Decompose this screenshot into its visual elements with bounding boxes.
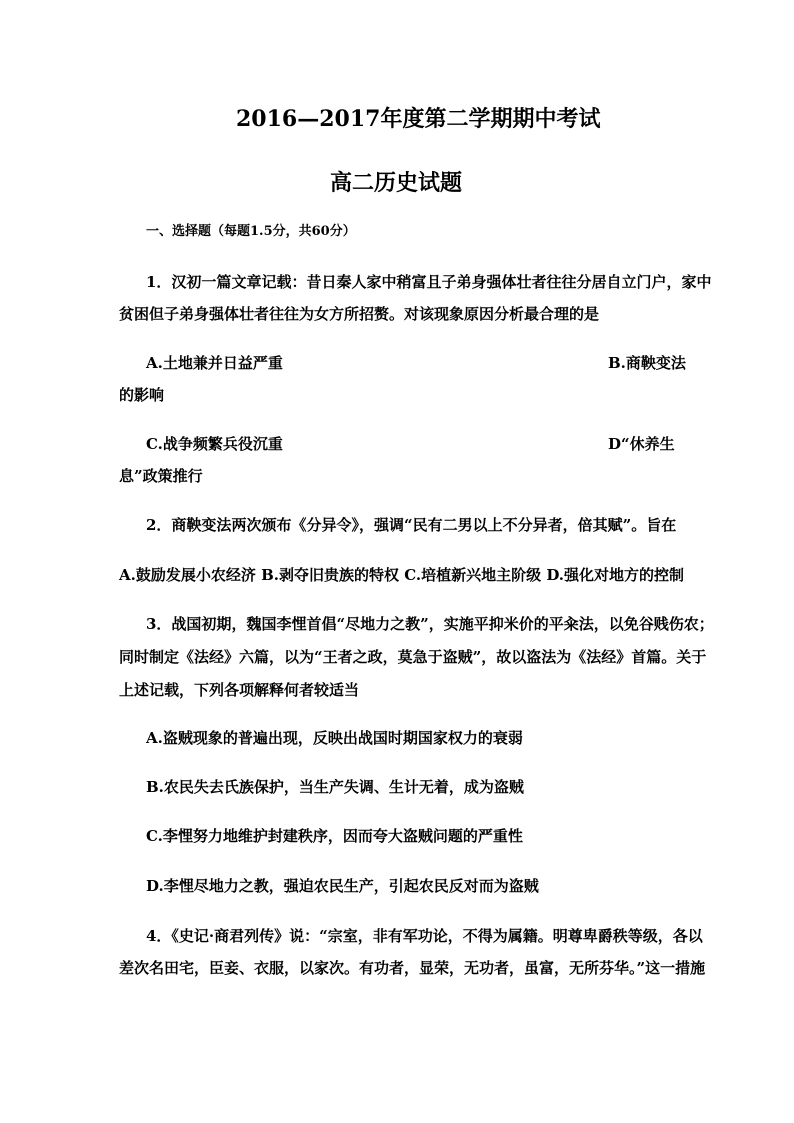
question-1-line-2: 贫困但子弟身强体壮者往往为女方所招赘。对该现象原因分析最合理的是 bbox=[119, 305, 600, 323]
question-2-options: A.鼓励发展小农经济 B.剥夺旧贵族的特权 C.培植新兴地主阶级 D.强化对地方的控制 bbox=[119, 566, 685, 584]
question-3-option-a: A.盗贼现象的普遍出现，反映出战国时期国家权力的衰弱 bbox=[146, 729, 523, 747]
question-3-option-d: D.李悝尽地力之教，强迫农民生产，引起农民反对而为盗贼 bbox=[146, 877, 539, 895]
question-1-option-d-wrap: 息”政策推行 bbox=[119, 467, 203, 485]
question-4-line-1: 4．《史记·商君列传》说：“宗室，非有军功论，不得为属籍。明尊卑爵秩等级，各以 bbox=[146, 927, 703, 945]
question-1-option-a: A.土地兼并日益严重 bbox=[146, 354, 283, 372]
question-1-line-1: 1．汉初一篇文章记载：昔日秦人家中稍富且子弟身强体壮者往往分居自立门户，家中 bbox=[146, 273, 712, 291]
question-1-option-d: D“休养生 bbox=[608, 435, 675, 453]
question-2-line-1: 2．商鞅变法两次颁布《分异令》，强调“民有二男以上不分异者，倍其赋”。旨在 bbox=[146, 516, 677, 534]
exam-title: 2016—2017年度第二学期期中考试 bbox=[236, 106, 601, 132]
question-1-option-c: C.战争频繁兵役沉重 bbox=[146, 435, 283, 453]
question-1-option-b: B.商鞅变法 bbox=[608, 354, 686, 372]
question-3-line-1: 3．战国初期，魏国李悝首倡“尽地力之教”，实施平抑米价的平籴法，以免谷贱伤农； bbox=[146, 615, 714, 633]
question-3-line-2: 同时制定《法经》六篇，以为“王者之政，莫急于盗贼”，故以盗法为《法经》首篇。关于 bbox=[119, 648, 707, 666]
section-heading: 一、选择题（每题1.5分，共60分） bbox=[146, 224, 356, 239]
question-1-option-b-wrap: 的影响 bbox=[119, 386, 165, 404]
question-4-line-2: 差次名田宅，臣妾、衣服，以家次。有功者，显荣，无功者，虽富，无所芬华。”这一措施 bbox=[119, 959, 706, 977]
exam-subtitle: 高二历史试题 bbox=[330, 170, 463, 196]
question-3-option-b: B.农民失去氏族保护，当生产失调、生计无着，成为盗贼 bbox=[146, 778, 524, 796]
question-3-option-c: C.李悝努力地维护封建秩序，因而夸大盗贼问题的严重性 bbox=[146, 827, 523, 845]
question-3-line-3: 上述记载，下列各项解释何者较适当 bbox=[119, 681, 360, 699]
